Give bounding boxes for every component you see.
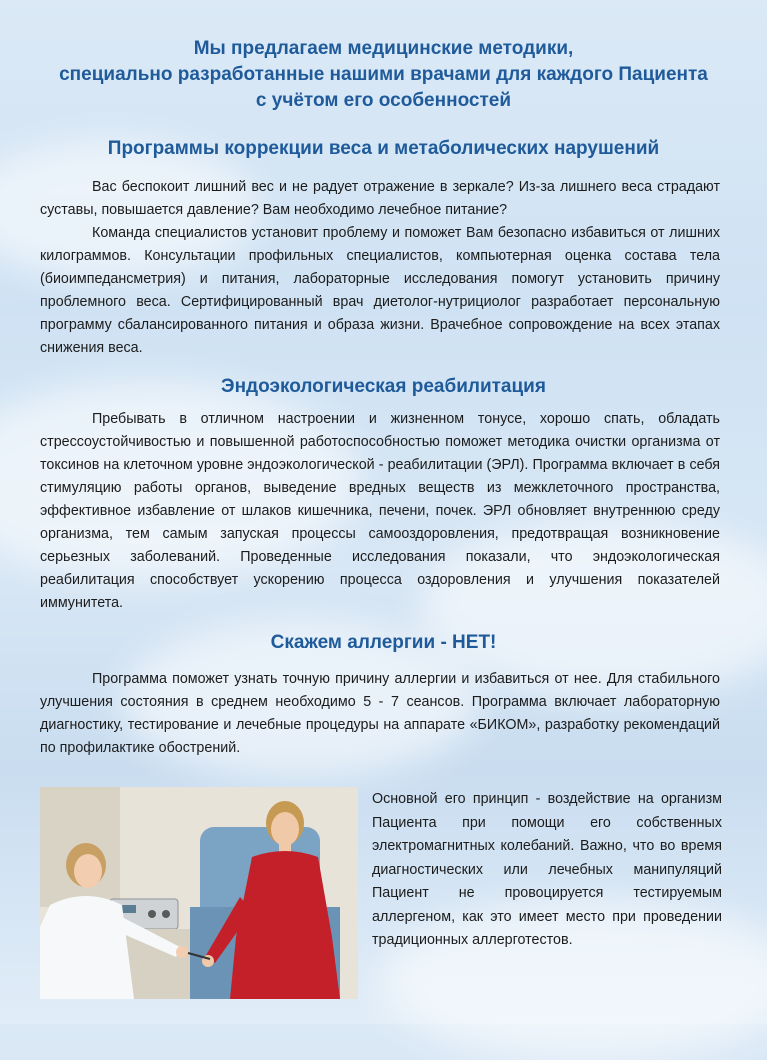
- title-line: специально разработанные нашими врачами для каждого Пациента: [59, 64, 708, 85]
- paragraph-text: Вас беспокоит лишний вес и не радует отражение в зеркале? Из-за лишнего веса страдают суставы, повышается давление? Вам необходимо лечебное питание?: [40, 179, 720, 218]
- section-weight-paragraph-1: [40, 176, 720, 222]
- section-detox-paragraph: [40, 408, 720, 615]
- paragraph-text: Команда специалистов установит проблему и поможет Вам безопасно избавиться от лишних килограммов. Консультации профильных специалистов, компьютерная оценка состава тела (биоимпедансметрия) и питания, лабораторные исследования помогут установить причину проблемного веса. Сертифицированный врач диетолог-нутрициолог разработает персональную программу сбалансированного питания и образа жизни. Врачебное сопровождение на всех этапах снижения веса.: [40, 225, 720, 356]
- clinic-photo: [40, 787, 358, 999]
- section-weight-paragraph-2: [40, 222, 720, 360]
- paragraph-text: Программа поможет узнать точную причину аллергии и избавиться от нее. Для стабильного улучшения состояния в среднем необходимо 5 - 7 сеансов. Программа включает лабораторную диагностику, тестирование и лечебные процедуры на аппарате «БИКОМ», разработку рекомендаций по профилактике обострений.: [40, 671, 720, 756]
- page-title: [30, 36, 737, 114]
- section-heading-detox: Эндоэкологическая реабилитация: [221, 376, 546, 397]
- paragraph-text: Пребывать в отличном настроении и жизненном тонусе, хорошо спать, обладать стрессоустойчивостью и повышенной работоспособностью поможет методика очистки организма от токсинов на клеточном уровне эндоэкологической - реабилитации (ЭРЛ). Программа включает в себя стимуляцию работы органов, выведение вредных веществ из межклеточного пространства, эффективное избавление от шлаков кишечника, печени, почек. ЭРЛ обновляет внутреннюю среду организма, тем самым запуская процессы самооздоровления, предотвращая возникновение серьезных заболеваний. Проведенные исследования показали, что эндоэкологическая реабилитация способствует ускорению процесса оздоровления и улучшения показателей иммунитета.: [40, 411, 720, 611]
- title-line: с учётом его особенностей: [255, 90, 512, 111]
- clinic-photo-illustration: [40, 787, 358, 999]
- section-heading-allergy: Скажем аллергии - НЕТ!: [270, 632, 497, 653]
- title-line: Мы предлагаем медицинские методики,: [193, 38, 574, 59]
- section-heading-weight: Программы коррекции веса и метаболических нарушений: [107, 138, 660, 159]
- section-allergy-paragraph: [40, 668, 720, 760]
- section-allergy-side-paragraph: Основной его принцип - воздействие на организм Пациента при помощи его собственных электромагнитных колебаний. Важно, что во время диагностических или лечебных манипуляций Пациент не провоцируется тестируемым аллергеном, как это имеет место при проведении традиционных аллерготестов.: [372, 791, 722, 948]
